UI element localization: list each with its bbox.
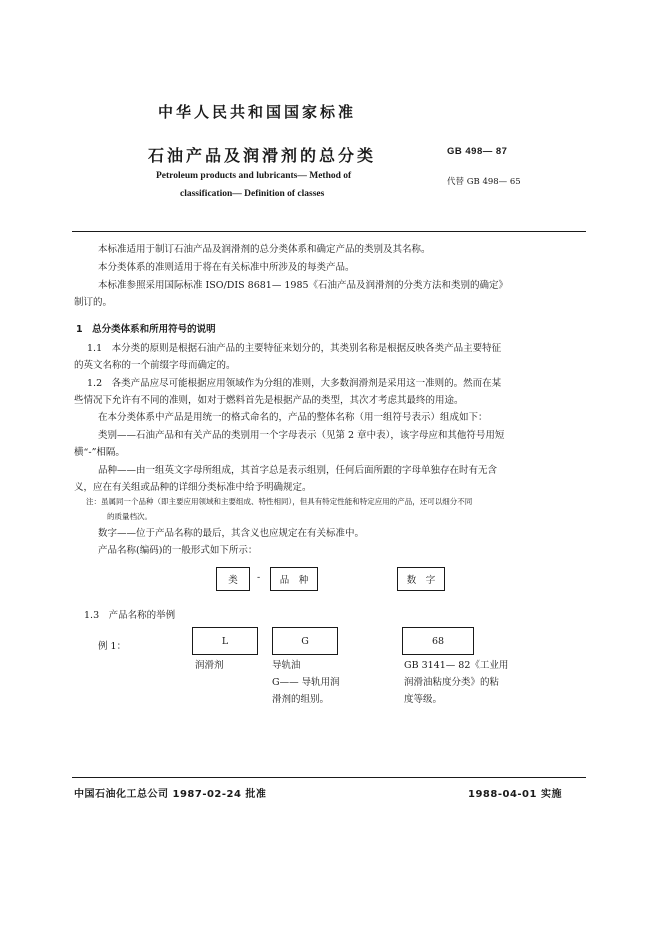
- example-desc-category: 润滑剂: [195, 660, 224, 671]
- standard-number: GB 498— 87: [447, 146, 508, 157]
- example-box-category-label: L: [221, 635, 229, 647]
- section-1-heading: 1 总分类体系和所用符号的说明: [76, 324, 216, 335]
- footer-divider: [72, 777, 586, 778]
- replaces-standard: 代替 GB 498— 65: [447, 177, 521, 187]
- format-box-class: [216, 567, 250, 591]
- class-definition-line2: 横“-”相隔。: [74, 447, 125, 458]
- example-box-grade-label: 68: [431, 635, 445, 647]
- variety-definition-line1: 品种——由一组英文字母所组成，其首字总是表示组别，任何后面所跟的字母单独存在时有无含: [98, 465, 498, 476]
- national-standard-heading: 中华人民共和国国家标准: [158, 103, 357, 121]
- document-title-en-line1: Petroleum products and lubricants— Method of: [156, 171, 352, 181]
- clause-1-3-heading: 1.3 产品名称的举例: [84, 610, 176, 621]
- approval-statement: 中国石油化工总公司 1987-02-24 批准: [74, 789, 267, 800]
- intro-paragraph-3-line2: 制订的。: [74, 297, 113, 308]
- clause-1-1-line2: 的英文名称的一个前缀字母而确定的。: [74, 360, 236, 371]
- document-title-cn: 石油产品及润滑剂的总分类: [148, 146, 377, 165]
- note-line2: 的质量档次。: [107, 512, 152, 521]
- format-box-variety-label: 品 种: [279, 575, 309, 586]
- example-box-category: [192, 627, 258, 655]
- general-form-label: 产品名称(编码)的一般形式如下所示：: [98, 545, 258, 556]
- format-intro: 在本分类体系中产品是用统一的格式命名的，产品的整体名称（用一组符号表示）组成如下：: [98, 412, 488, 423]
- format-box-variety: [270, 567, 318, 591]
- format-box-number-label: 数 字: [406, 575, 436, 586]
- clause-1-2-line2: 些情况下允许有不同的准则，如对于燃料首先是根据产品的类型，其次才考虑其最终的用途。: [74, 395, 464, 406]
- example-desc-grade-line3: 度等级。: [404, 694, 443, 705]
- example-desc-group-line1: 导轨油: [272, 660, 301, 671]
- format-separator: -: [257, 572, 261, 583]
- intro-paragraph-3-line1: 本标准参照采用国际标准 ISO/DIS 8681— 1985《石油产品及润滑剂的分类方法和类别的确定》: [98, 280, 509, 291]
- format-box-class-label: 类: [228, 575, 238, 586]
- class-definition-line1: 类别——石油产品和有关产品的类别用一个字母表示（见第 2 章中表），该字母应和其他符号用短: [98, 430, 505, 441]
- example-desc-group-line2: G—— 导轨用润: [272, 677, 340, 688]
- clause-1-2-line1: 1.2 各类产品应尽可能根据应用领域作为分组的准则，大多数润滑剂是采用这一准则的。然而在某: [87, 378, 502, 389]
- number-definition: 数字——位于产品名称的最后，其含义也应规定在有关标准中。: [98, 528, 365, 539]
- variety-definition-line2: 义，应在有关组或品种的详细分类标准中给予明确规定。: [74, 482, 312, 493]
- example-1-label: 例 1：: [98, 641, 127, 652]
- implementation-date: 1988-04-01 实施: [468, 789, 562, 800]
- example-box-group: [272, 627, 338, 655]
- example-box-group-label: G: [301, 635, 309, 647]
- document-title-en-line2: classification— Definition of classes: [180, 189, 325, 199]
- example-box-grade: [402, 627, 474, 655]
- example-desc-group-line3: 滑剂的组别。: [272, 694, 330, 705]
- clause-1-1-line1: 1.1 本分类的原则是根据石油产品的主要特征来划分的，其类别名称是根据反映各类产品主要特征: [87, 343, 502, 354]
- example-desc-grade-line1: GB 3141— 82《工业用: [404, 660, 509, 671]
- header-divider: [72, 231, 586, 232]
- intro-paragraph-1: 本标准适用于制订石油产品及润滑剂的总分类体系和确定产品的类别及其名称。: [98, 244, 431, 255]
- example-desc-grade-line2: 润滑油粘度分类》的粘: [404, 677, 500, 688]
- format-box-number: [397, 567, 445, 591]
- note-line1: 注：虽属同一个品种（即主要应用领域和主要组成、特性相同），但具有特定性能和特定应用的产品，还可以细分不同: [86, 497, 473, 506]
- intro-paragraph-2: 本分类体系的准则适用于将在有关标准中所涉及的每类产品。: [98, 262, 355, 273]
